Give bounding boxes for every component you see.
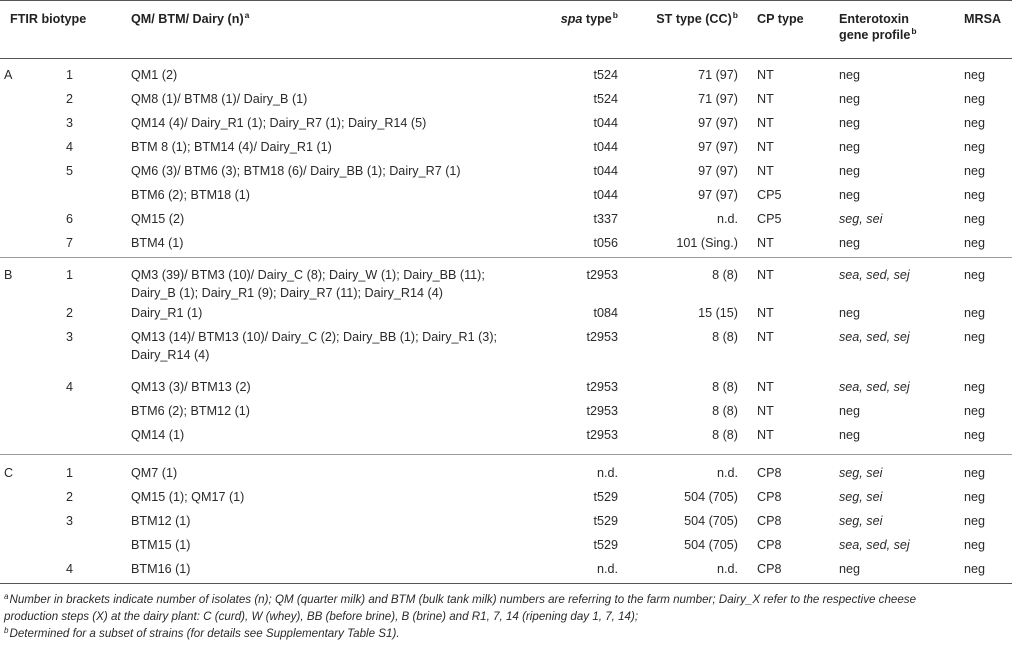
cell-mrsa: neg [964, 514, 986, 528]
cell-group: A [4, 68, 13, 82]
cell-biotype: 2 [66, 490, 74, 504]
cell-group: C [4, 466, 14, 480]
header-source-sup: a [244, 10, 250, 20]
cell-enterotoxin: seg, sei [839, 514, 883, 528]
header-st-type [620, 12, 738, 28]
header-spa-italic: spa [560, 12, 583, 26]
cell-biotype: 4 [66, 140, 74, 154]
cell-st-type: 504 (705) [684, 490, 738, 504]
cell-spa-type: t084 [593, 306, 618, 320]
cell-st-type: 8 (8) [712, 380, 738, 394]
cell-spa-type: t524 [593, 92, 618, 106]
cell-enterotoxin: sea, sed, sej [839, 538, 910, 552]
footnote-b [4, 626, 1008, 643]
cell-st-type: 8 (8) [712, 268, 738, 282]
cell-mrsa: neg [964, 268, 986, 282]
cell-cp-type: CP8 [757, 490, 782, 504]
cell-mrsa: neg [964, 188, 986, 202]
cell-st-type: n.d. [716, 562, 738, 576]
cell-cp-type: NT [757, 164, 774, 178]
cell-biotype: 4 [66, 562, 74, 576]
cell-st-type: 71 (97) [698, 68, 738, 82]
cell-spa-type: t337 [593, 212, 618, 226]
cell-source: Dairy_R1 (1) [131, 306, 203, 320]
cell-st-type: n.d. [716, 212, 738, 226]
header-mrsa: MRSA [964, 12, 1002, 26]
cell-source: QM1 (2) [131, 68, 178, 82]
footnote-b-mark: b [4, 626, 9, 635]
cell-spa-type: t056 [593, 236, 618, 250]
cell-spa-type: t044 [593, 140, 618, 154]
header-enterotoxin-text: gene profile [839, 28, 911, 42]
cell-biotype: 3 [66, 514, 74, 528]
header-ftir-biotype: FTIR biotype [10, 12, 87, 26]
cell-source-continued: Dairy_R14 (4) [131, 348, 210, 362]
header-cp-type: CP type [757, 12, 804, 26]
cell-enterotoxin: neg [839, 306, 861, 320]
cell-source: QM14 (4)/ Dairy_R1 (1); Dairy_R7 (1); Dairy_R14 (5) [131, 116, 427, 130]
cell-spa-type: n.d. [596, 466, 618, 480]
cell-st-type: 101 (Sing.) [676, 236, 738, 250]
header-st-text: ST type (CC) [656, 12, 732, 26]
cell-mrsa: neg [964, 466, 986, 480]
cell-source: QM8 (1)/ BTM8 (1)/ Dairy_B (1) [131, 92, 308, 106]
cell-cp-type: NT [757, 330, 774, 344]
footnote-a-line2: production steps (X) at the dairy plant: C (curd), W (whey), BB (before brine), B (brine) and R1, 7, 14 (ripening day 1, 7, 14); [4, 610, 639, 623]
cell-st-type: 8 (8) [712, 404, 738, 418]
cell-st-type: 8 (8) [712, 428, 738, 442]
cell-biotype: 7 [66, 236, 74, 250]
cell-cp-type: NT [757, 236, 774, 250]
header-source [131, 12, 249, 28]
cell-enterotoxin: neg [839, 164, 861, 178]
cell-enterotoxin: seg, sei [839, 466, 883, 480]
cell-enterotoxin: neg [839, 404, 861, 418]
cell-st-type: 71 (97) [698, 92, 738, 106]
cell-source: BTM12 (1) [131, 514, 191, 528]
header-spa-sup: b [612, 10, 618, 20]
cell-biotype: 1 [66, 68, 74, 82]
cell-mrsa: neg [964, 490, 986, 504]
cell-cp-type: NT [757, 380, 774, 394]
cell-spa-type: t2953 [586, 404, 618, 418]
cell-source: QM7 (1) [131, 466, 178, 480]
cell-st-type: 15 (15) [698, 306, 738, 320]
cell-st-type: 504 (705) [684, 514, 738, 528]
header-enterotoxin-line1: Enterotoxin [839, 12, 909, 26]
cell-group: B [4, 268, 13, 282]
cell-mrsa: neg [964, 404, 986, 418]
cell-source: QM6 (3)/ BTM6 (3); BTM18 (6)/ Dairy_BB (1); Dairy_R7 (1) [131, 164, 461, 178]
cell-spa-type: t524 [593, 68, 618, 82]
cell-st-type: 97 (97) [698, 140, 738, 154]
cell-mrsa: neg [964, 212, 986, 226]
cell-biotype: 3 [66, 330, 74, 344]
cell-cp-type: NT [757, 116, 774, 130]
cell-biotype: 3 [66, 116, 74, 130]
header-enterotoxin-sup: b [911, 26, 917, 36]
header-spa-type [532, 12, 618, 28]
cell-cp-type: CP8 [757, 562, 782, 576]
cell-enterotoxin: neg [839, 92, 861, 106]
cell-cp-type: CP8 [757, 514, 782, 528]
cell-st-type: 8 (8) [712, 330, 738, 344]
cell-cp-type: NT [757, 140, 774, 154]
cell-spa-type: t529 [593, 490, 618, 504]
cell-enterotoxin: sea, sed, sej [839, 268, 910, 282]
cell-spa-type: t044 [593, 188, 618, 202]
cell-spa-type: t529 [593, 514, 618, 528]
cell-enterotoxin: neg [839, 236, 861, 250]
cell-st-type: 97 (97) [698, 164, 738, 178]
cell-biotype: 1 [66, 466, 74, 480]
cell-enterotoxin: neg [839, 428, 861, 442]
header-st-sup: b [732, 10, 738, 20]
cell-mrsa: neg [964, 380, 986, 394]
cell-enterotoxin: sea, sed, sej [839, 330, 910, 344]
cell-cp-type: CP8 [757, 538, 782, 552]
cell-cp-type: NT [757, 306, 774, 320]
cell-enterotoxin: neg [839, 140, 861, 154]
cell-st-type: 97 (97) [698, 116, 738, 130]
cell-mrsa: neg [964, 116, 986, 130]
footnote-a [4, 592, 1008, 625]
cell-source: QM13 (14)/ BTM13 (10)/ Dairy_C (2); Dairy_BB (1); Dairy_R1 (3); [131, 330, 498, 344]
cell-spa-type: t2953 [586, 428, 618, 442]
cell-cp-type: CP5 [757, 212, 782, 226]
cell-enterotoxin: neg [839, 188, 861, 202]
cell-source: QM3 (39)/ BTM3 (10)/ Dairy_C (8); Dairy_W (1); Dairy_BB (11); [131, 268, 485, 282]
cell-cp-type: NT [757, 404, 774, 418]
cell-enterotoxin: seg, sei [839, 212, 883, 226]
cell-mrsa: neg [964, 92, 986, 106]
cell-source: BTM16 (1) [131, 562, 191, 576]
header-enterotoxin-line2 [839, 28, 917, 44]
cell-source: BTM6 (2); BTM12 (1) [131, 404, 250, 418]
cell-spa-type: t2953 [586, 268, 618, 282]
header-bottom-rule [0, 58, 1012, 59]
cell-mrsa: neg [964, 68, 986, 82]
cell-st-type: 504 (705) [684, 538, 738, 552]
cell-cp-type: NT [757, 428, 774, 442]
cell-biotype: 6 [66, 212, 74, 226]
cell-enterotoxin: neg [839, 68, 861, 82]
cell-mrsa: neg [964, 140, 986, 154]
cell-biotype: 4 [66, 380, 74, 394]
cell-source: QM15 (1); QM17 (1) [131, 490, 245, 504]
cell-st-type: n.d. [716, 466, 738, 480]
group-a-separator [0, 257, 1012, 258]
footnote-b-line1: Determined for a subset of strains (for details see Supplementary Table S1). [9, 627, 400, 640]
cell-biotype: 2 [66, 306, 74, 320]
cell-mrsa: neg [964, 330, 986, 344]
cell-mrsa: neg [964, 306, 986, 320]
cell-cp-type: NT [757, 268, 774, 282]
cell-biotype: 5 [66, 164, 74, 178]
cell-source: BTM 8 (1); BTM14 (4)/ Dairy_R1 (1) [131, 140, 332, 154]
header-source-text: QM/ BTM/ Dairy (n) [131, 12, 244, 26]
cell-enterotoxin: neg [839, 562, 861, 576]
cell-biotype: 1 [66, 268, 74, 282]
cell-spa-type: t2953 [586, 330, 618, 344]
cell-enterotoxin: neg [839, 116, 861, 130]
cell-mrsa: neg [964, 428, 986, 442]
cell-source-continued: Dairy_B (1); Dairy_R1 (9); Dairy_R7 (11); Dairy_R14 (4) [131, 286, 443, 300]
cell-mrsa: neg [964, 538, 986, 552]
cell-mrsa: neg [964, 164, 986, 178]
cell-source: QM13 (3)/ BTM13 (2) [131, 380, 251, 394]
cell-spa-type: t529 [593, 538, 618, 552]
cell-cp-type: CP5 [757, 188, 782, 202]
cell-cp-type: NT [757, 92, 774, 106]
cell-source: QM14 (1) [131, 428, 185, 442]
cell-source: QM15 (2) [131, 212, 185, 226]
cell-mrsa: neg [964, 562, 986, 576]
cell-source: BTM6 (2); BTM18 (1) [131, 188, 250, 202]
cell-mrsa: neg [964, 236, 986, 250]
cell-spa-type: t044 [593, 164, 618, 178]
cell-enterotoxin: seg, sei [839, 490, 883, 504]
table-top-rule [0, 0, 1012, 1]
cell-cp-type: NT [757, 68, 774, 82]
footnote-a-line1: Number in brackets indicate number of isolates (n); QM (quarter milk) and BTM (bulk tank milk) numbers are referring to the farm number; Dairy_X refer to the respective cheese [9, 593, 917, 606]
header-spa-rest: type [582, 12, 612, 26]
cell-spa-type: t2953 [586, 380, 618, 394]
cell-spa-type: n.d. [596, 562, 618, 576]
cell-biotype: 2 [66, 92, 74, 106]
footnote-a-mark: a [4, 592, 9, 601]
cell-source: BTM4 (1) [131, 236, 184, 250]
cell-source: BTM15 (1) [131, 538, 191, 552]
cell-enterotoxin: sea, sed, sej [839, 380, 910, 394]
cell-st-type: 97 (97) [698, 188, 738, 202]
table-bottom-rule [0, 583, 1012, 584]
cell-cp-type: CP8 [757, 466, 782, 480]
cell-spa-type: t044 [593, 116, 618, 130]
group-b-separator [0, 454, 1012, 455]
